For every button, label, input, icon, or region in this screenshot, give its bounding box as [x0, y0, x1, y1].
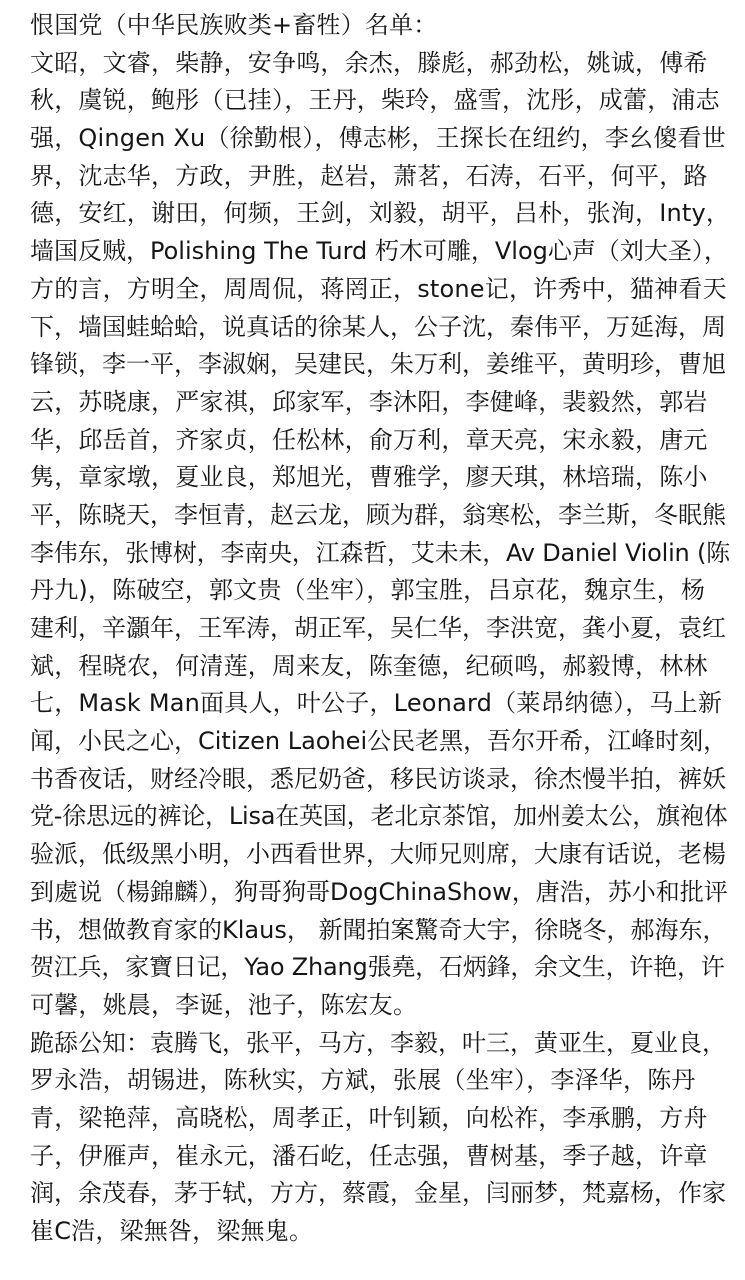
text-line: 书，想做教育家的Klaus， 新聞拍案驚奇大宇，徐晓冬，郝海东，: [30, 915, 727, 944]
text-line: 斌，程晓农，何清莲，周来友，陈奎德，纪硕鸣，郝毅博，林林: [30, 651, 708, 680]
text-line: 跪舔公知：袁腾飞，张平，马方，李毅，叶三，黄亚生，夏业良，: [30, 1028, 726, 1057]
text-line: 华，邱岳首，齐家贞，任松林，俞万利，章天亮，宋永毅，唐元: [30, 425, 708, 454]
text-line: 隽，章家墩，夏业良，郑旭光，曹雅学，廖天琪，林培瑞，陈小: [30, 463, 708, 492]
text-line: 崔C浩，梁無咎，梁無鬼。: [30, 1217, 314, 1245]
text-line: 建利，辛灝年，王军涛，胡正军，吴仁华，李洪宽，龚小夏，袁红: [30, 614, 726, 642]
text-line: 云，苏晓康，严家祺，邱家军，李沐阳，李健峰，裴毅然，郭岩: [30, 387, 708, 416]
text-line: 贺江兵，家寶日记，Yao Zhang張堯，石炳鋒，余文生，许艳，许: [30, 953, 725, 982]
text-line: 党-徐思远的裤论，Lisa在英国，老北京茶馆，加州姜太公，旗袍体: [30, 802, 728, 831]
text-line: 书香夜话，财经冷眼，悉尼奶爸，移民访谈录，徐杰慢半拍，裤妖: [30, 764, 726, 793]
text-line: 李伟东，张博树，李南央，江森哲，艾未未，Av Daniel Violin (陈: [30, 538, 730, 567]
text-line: 界，沈志华，方政，尹胜，赵岩，萧茗，石涛，石平，何平，路: [30, 161, 708, 190]
text-line: 强，Qingen Xu（徐勤根），傅志彬，王探长在纽约，李幺傻看世: [30, 124, 726, 153]
text-line: 青，梁艳萍，高晓松，周孝正，叶钊颖，向松祚，李承鹏，方舟: [30, 1103, 708, 1132]
document-text: [30, 0, 730, 1251]
text-line: 子，伊雁声，崔永元，潘石屹，任志强，曹树基，季子越，许章: [30, 1141, 708, 1170]
text-line: 恨国党（中华民族败类+畜牲）名单：: [30, 11, 438, 39]
text-line: 锋锁，李一平，李淑娴，吴建民，朱万利，姜维平，黄明珍，曹旭: [30, 350, 726, 379]
text-line: 验派，低级黑小明，小西看世界，大师兄则席，大康有话说，老楊: [30, 840, 726, 869]
text-line: 闻，小民之心，Citizen Laohei公民老黑，吾尔开希，江峰时刻，: [30, 727, 728, 756]
text-line: 到處说（楊錦麟），狗哥狗哥DogChinaShow，唐浩，苏小和批评: [30, 877, 728, 906]
text-line: 润，余茂春，茅于轼，方方，蔡霞，金星，闫丽梦，梵嘉杨，作家: [30, 1179, 726, 1208]
text-line: 丹九)，陈破空，郭文贵（坐牢），郭宝胜，吕京花，魏京生，杨: [30, 576, 706, 605]
text-line: 罗永浩，胡锡进，陈秋实，方斌，张展（坐牢），李泽华，陈丹: [30, 1066, 696, 1095]
text-line: 下，墙国蛙蛤蛤，说真话的徐某人，公子沈，秦伟平，万延海，周: [30, 312, 726, 341]
text-line: 文昭，文睿，柴静，安争鸣，余杰，滕彪，郝劲松，姚诚，傅希: [30, 48, 708, 77]
text-line: 可馨，姚晨，李诞，池子，陈宏友。: [30, 990, 418, 1019]
text-line: 方的言，方明全，周周侃，蒋罔正，stone记，许秀中，猫神看天: [30, 274, 727, 303]
text-line: 七，Mask Man面具人，叶公子，Leonard（莱昂纳德），马上新: [30, 689, 723, 718]
text-line: 秋，虞锐，鲍彤（已挂），王丹，柴玲，盛雪，沈彤，成蕾，浦志: [30, 86, 720, 115]
text-line: 墙国反贼，Polishing The Turd 朽木可雕，Vlog心声（刘大圣），: [30, 237, 728, 266]
text-line: 德，安红，谢田，何频，王剑，刘毅，胡平，吕朴，张洵，Inty，: [30, 199, 731, 228]
text-line: 平，陈晓天，李恒青，赵云龙，顾为群，翁寒松，李兰斯，冬眠熊: [30, 500, 726, 529]
